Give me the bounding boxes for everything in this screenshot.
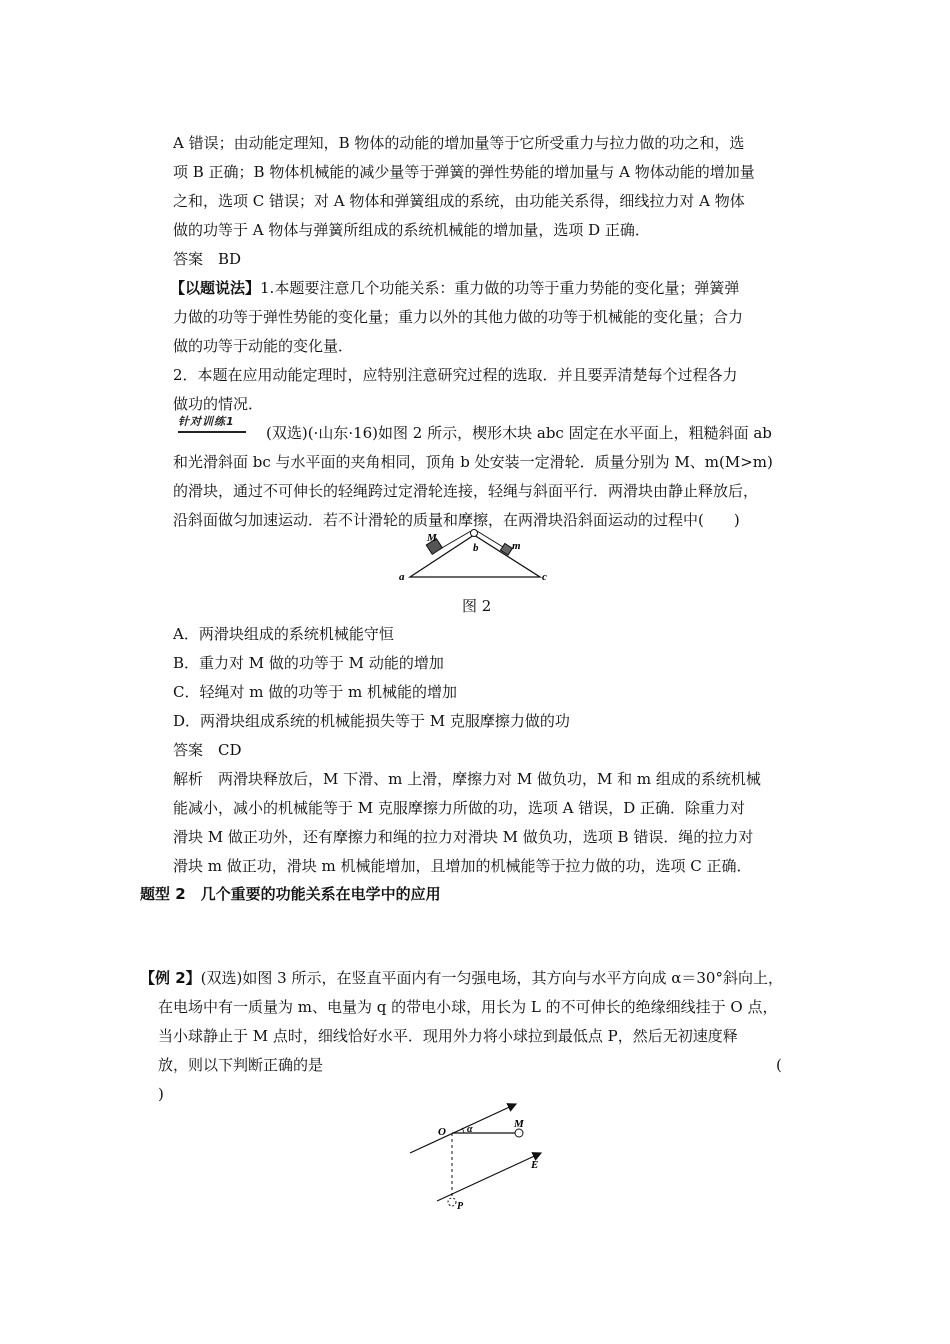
paren-open: (	[776, 1056, 782, 1074]
example-line: (双选)如图 3 所示，在竖直平面内有一匀强电场，其方向与水平方向成 α＝30°斜向上，	[200, 969, 783, 987]
summary-line: 2．本题在应用动能定理时，应特别注意研究过程的选取．并且要弄清楚每个过程各力	[173, 366, 738, 384]
summary-tag: 【以题说法】	[170, 279, 261, 297]
training-line: (双选)(·山东·16)如图 2 所示，楔形木块 abc 固定在水平面上，粗糙斜面 ab	[266, 424, 772, 442]
summary-line: 做的功等于动能的变化量．	[173, 337, 354, 355]
example-block	[140, 968, 783, 988]
pulley	[471, 530, 478, 537]
option-a: A．两滑块组成的系统机械能守恒	[173, 625, 394, 643]
label-M: M	[514, 1118, 524, 1130]
analysis-line: 滑块 M 做正功外，还有摩擦力和绳的拉力对滑块 M 做负功，选项 B 错误．绳的拉力对	[173, 828, 754, 846]
analysis-line: 滑块 m 做正功，滑块 m 机械能增加，且增加的机械能等于拉力做的功，选项 C 正确．	[173, 857, 752, 875]
paren-close: )	[158, 1085, 164, 1103]
figure-3	[400, 1098, 560, 1216]
label-E: E	[531, 1159, 539, 1171]
answer-1: 答案 BD	[173, 250, 242, 268]
summary-line: 力做的功等于弹性势能的变化量；重力以外的其他力做的功等于机械能的变化量；合力	[173, 308, 744, 326]
summary-line: 做功的情况．	[173, 395, 264, 413]
option-d: D．两滑块组成系统的机械能损失等于 M 克服摩擦力做的功	[173, 712, 570, 730]
training-badge: 针对训练1	[178, 415, 246, 433]
label-b: b	[473, 542, 479, 554]
field-line-bottom	[437, 1153, 541, 1201]
label-alpha: α	[467, 1124, 473, 1135]
training-line: 和光滑斜面 bc 与水平面的夹角相同，顶角 b 处安装一定滑轮．质量分别为 M、m(M>m)	[173, 453, 773, 471]
training-line: 沿斜面做匀加速运动．若不计滑轮的质量和摩擦，在两滑块沿斜面运动的过程中( )	[173, 511, 740, 529]
training-line: 的滑块，通过不可伸长的轻绳跨过定滑轮连接，轻绳与斜面平行．两滑块由静止释放后，	[173, 482, 759, 500]
example-tag: 【例 2】	[140, 969, 201, 987]
text-line: 之和，选项 C 错误；对 A 物体和弹簧组成的系统，由功能关系得，细线拉力对 A 物体	[173, 192, 745, 210]
example-line: 当小球静止于 M 点时，细线恰好水平．现用外力将小球拉到最低点 P，然后无初速度释	[158, 1027, 738, 1045]
label-O: O	[438, 1126, 446, 1138]
figure-2	[390, 525, 560, 587]
example-line: 放，则以下判断正确的是	[158, 1056, 324, 1074]
option-b: B．重力对 M 做的功等于 M 动能的增加	[173, 654, 444, 672]
text-line: 项 B 正确；B 物体机械能的减少量等于弹簧的弹性势能的增加量与 A 物体动能的增加量	[173, 163, 755, 181]
label-a: a	[399, 571, 405, 583]
label-M: M	[427, 532, 437, 544]
section-heading: 题型 2 几个重要的功能关系在电学中的应用	[140, 885, 441, 903]
label-m: m	[512, 540, 521, 552]
text-line: 做的功等于 A 物体与弹簧所组成的系统机械能的增加量，选项 D 正确．	[173, 221, 650, 239]
analysis-line: 解析 两滑块释放后，M 下滑、m 上滑，摩擦力对 M 做负功，M 和 m 组成的系统机械	[173, 770, 761, 788]
ball-M	[515, 1129, 523, 1137]
ball-P	[448, 1198, 456, 1206]
label-P: P	[457, 1201, 464, 1212]
figure-2-caption: 图 2	[462, 597, 492, 615]
text-line: A 错误；由动能定理知，B 物体的动能的增加量等于它所受重力与拉力做的功之和，选	[173, 134, 745, 152]
option-c: C．轻绳对 m 做的功等于 m 机械能的增加	[173, 683, 457, 701]
example-line: 在电场中有一质量为 m、电量为 q 的带电小球，用长为 L 的不可伸长的绝缘细线挂于 O 点，	[158, 998, 778, 1016]
answer-2: 答案 CD	[173, 741, 242, 759]
label-c: c	[542, 571, 547, 583]
field-line-top	[410, 1104, 516, 1153]
summary-block	[170, 278, 739, 298]
analysis-line: 能减小，减小的机械能等于 M 克服摩擦力所做的功，选项 A 错误，D 正确．除重力对	[173, 799, 746, 817]
summary-line: 1.本题要注意几个功能关系：重力做的功等于重力势能的变化量；弹簧弹	[260, 279, 740, 297]
